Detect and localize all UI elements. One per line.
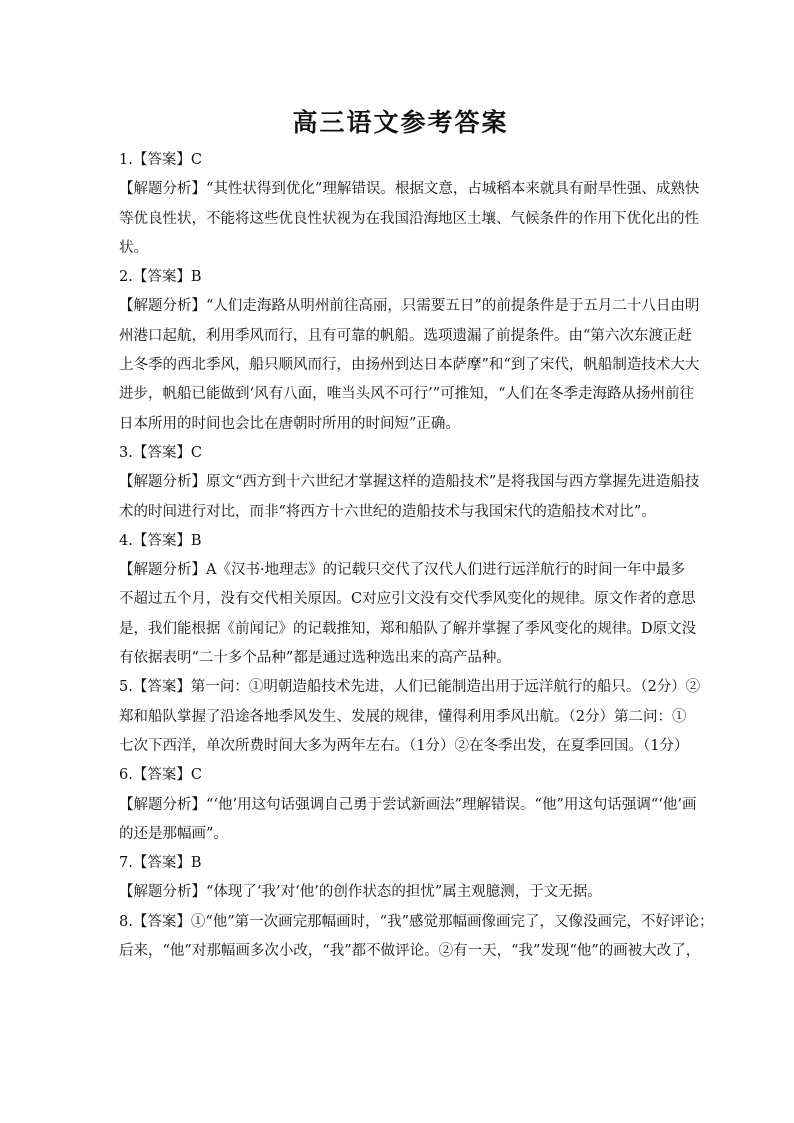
text-line: 上冬季的西北季风，船只顺风而行，由扬州到达日本萨摩”和“到了宋代，帆船制造技术大大: [119, 357, 700, 374]
text-line: 【解题分析】A《汉书·地理志》的记载只交代了汉代人们进行远洋航行的时间一年中最多: [119, 562, 686, 579]
text-line: 不超过五个月，没有交代相关原因。C对应引文没有交代季风变化的规律。原文作者的意思: [119, 591, 696, 608]
text-line: 2.【答案】B: [119, 269, 202, 286]
text-line: 的还是那幅画”。: [119, 825, 228, 842]
text-line: 郑和船队掌握了沿途各地季风发生、发展的规律，懂得利用季风出航。（2分）第二问：①: [119, 708, 687, 725]
text-line: 后来，“他”对那幅画多次小改，“我”都不做评论。②有一天，“我”发现“他”的画被大改了，: [119, 943, 701, 960]
answer-body: [119, 146, 714, 966]
text-line: 七次下西洋，单次所费时间大多为两年左右。（1分）②在冬季出发，在夏季回国。（1分）: [119, 737, 689, 754]
text-line: 【解题分析】原文“西方到十六世纪才掌握这样的造船技术”是将我国与西方掌握先进造船技: [119, 474, 700, 491]
text-line: 状。: [119, 239, 148, 256]
text-line: 有依据表明“二十多个品种”都是通过选种选出来的高产品种。: [119, 650, 511, 667]
text-line: 1.【答案】C: [119, 152, 202, 168]
text-line: 是，我们能根据《前闻记》的记载推知，郑和船队了解并掌握了季风变化的规律。D原文没: [119, 620, 697, 637]
text-line: 【解题分析】“人们走海路从明州前往高丽，只需要五日”的前提条件是于五月二十八日由明: [119, 298, 700, 315]
text-line: 【解题分析】“其性状得到优化”理解错误。根据文意，占城稻本来就具有耐旱性强、成熟快: [119, 181, 700, 198]
text-line: 州港口起航，利用季风而行，且有可靠的帆船。选项遗漏了前提条件。由“第六次东渡正赶: [119, 327, 692, 344]
text-line: 6.【答案】C: [119, 767, 202, 784]
text-line: 日本所用的时间也会比在唐朝时所用的时间短”正确。: [119, 415, 460, 432]
text-line: 5.【答案】第一问：①明朝造船技术先进，人们已能制造出用于远洋航行的船只。（2分）②: [119, 679, 701, 696]
text-line: 7.【答案】B: [119, 855, 202, 872]
page-title: 高三语文参考答案: [292, 108, 509, 137]
text-line: 术的时间进行对比，而非“将西方十六世纪的造船技术与我国宋代的造船技术对比”。: [119, 503, 656, 520]
text-line: 进步，帆船已能做到‘风有八面，唯当头风不可行’”可推知，“人们在冬季走海路从扬州前往: [119, 386, 695, 403]
text-line: 8.【答案】①“他”第一次画完那幅画时，“我”感觉那幅画像画完了，又像没画完，不好评论；: [119, 913, 714, 930]
text-line: 4.【答案】B: [119, 532, 202, 549]
text-line: 3.【答案】C: [119, 444, 202, 461]
text-line: 【解题分析】“体现了‘我’对‘他’的创作状态的担忧”属主观臆测，于文无据。: [119, 884, 602, 901]
text-line: 【解题分析】“‘他’用这句话强调自己勇于尝试新画法”理解错误。“他”用这句话强调“‘他’画: [119, 796, 697, 813]
text-line: 等优良性状，不能将这些优良性状视为在我国沿海地区土壤、气候条件的作用下优化出的性: [119, 210, 699, 227]
